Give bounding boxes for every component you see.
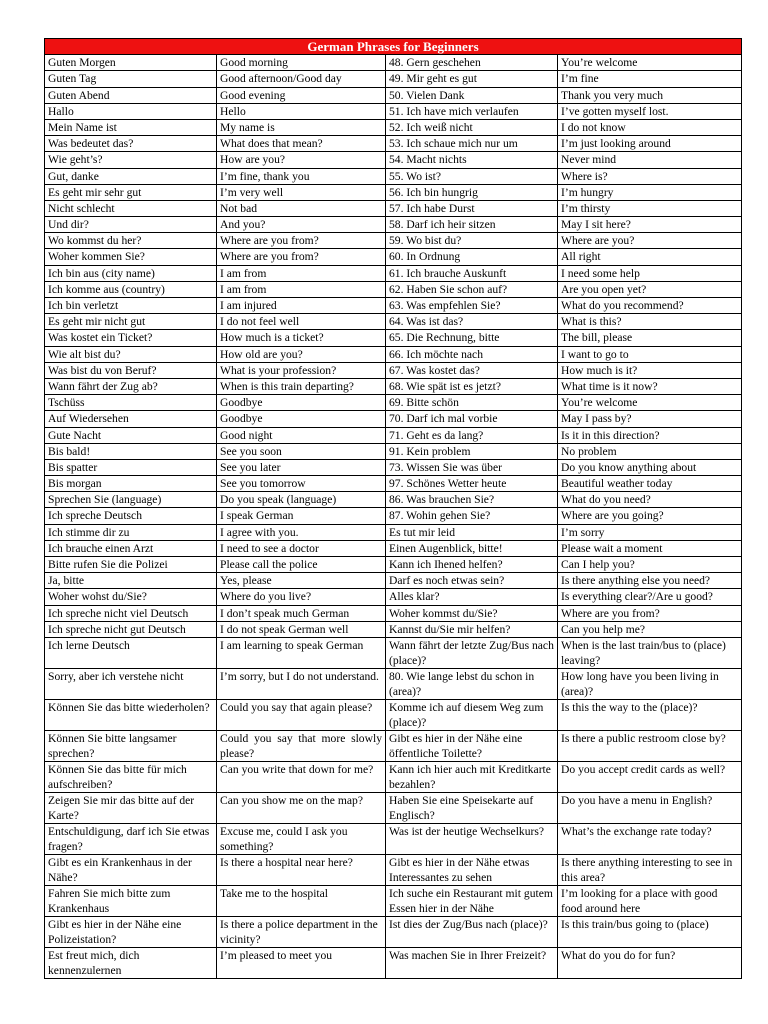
english-translation-cell: I am learning to speak German: [217, 637, 386, 668]
english-translation-cell: I’m sorry, but I do not understand.: [217, 668, 386, 699]
german-phrase-2-cell: 70. Darf ich mal vorbie: [386, 411, 558, 427]
table-row: [45, 947, 742, 978]
english-translation-2-cell: Where are you?: [558, 233, 742, 249]
german-phrase-cell: Zeigen Sie mir das bitte auf der Karte?: [45, 792, 217, 823]
german-phrase-cell: Wo kommst du her?: [45, 233, 217, 249]
german-phrase-cell: Wie geht’s?: [45, 152, 217, 168]
german-phrase-cell: Woher kommen Sie?: [45, 249, 217, 265]
english-translation-cell: How old are you?: [217, 346, 386, 362]
table-row: [45, 217, 742, 233]
english-translation-cell: Where are you from?: [217, 233, 386, 249]
english-translation-2-cell: Can I help you?: [558, 557, 742, 573]
table-row: [45, 605, 742, 621]
german-phrase-cell: Nicht schlecht: [45, 200, 217, 216]
english-translation-cell: See you tomorrow: [217, 476, 386, 492]
german-phrase-cell: Bis morgan: [45, 476, 217, 492]
german-phrase-cell: Und dir?: [45, 217, 217, 233]
german-phrase-2-cell: 69. Bitte schön: [386, 395, 558, 411]
german-phrase-cell: Bis bald!: [45, 443, 217, 459]
german-phrase-cell: Können Sie bitte langsamer sprechen?: [45, 730, 217, 761]
german-phrase-cell: Ich lerne Deutsch: [45, 637, 217, 668]
german-phrase-2-cell: 80. Wie lange lebst du schon in (area)?: [386, 668, 558, 699]
english-translation-cell: Could you say that again please?: [217, 699, 386, 730]
english-translation-2-cell: Beautiful weather today: [558, 476, 742, 492]
english-translation-2-cell: Where are you from?: [558, 605, 742, 621]
english-translation-cell: Is there a hospital near here?: [217, 854, 386, 885]
german-phrase-2-cell: 64. Was ist das?: [386, 314, 558, 330]
english-translation-cell: I am from: [217, 265, 386, 281]
english-translation-cell: Can you show me on the map?: [217, 792, 386, 823]
english-translation-2-cell: Is it in this direction?: [558, 427, 742, 443]
table-row: [45, 792, 742, 823]
english-translation-cell: Do you speak (language): [217, 492, 386, 508]
german-phrase-2-cell: Haben Sie eine Speisekarte auf Englisch?: [386, 792, 558, 823]
german-phrase-cell: Tschüss: [45, 395, 217, 411]
table-row: [45, 916, 742, 947]
german-phrase-cell: Gibt es hier in der Nähe eine Polizeistation?: [45, 916, 217, 947]
german-phrase-2-cell: 87. Wohin gehen Sie?: [386, 508, 558, 524]
english-translation-cell: What does that mean?: [217, 136, 386, 152]
english-translation-cell: Could you say that more slowly please?: [217, 730, 386, 761]
english-translation-cell: And you?: [217, 217, 386, 233]
table-row: [45, 249, 742, 265]
english-translation-2-cell: I do not know: [558, 119, 742, 135]
english-translation-cell: What is your profession?: [217, 362, 386, 378]
german-phrase-cell: Was bedeutet das?: [45, 136, 217, 152]
table-row: [45, 298, 742, 314]
german-phrase-cell: Wann fährt der Zug ab?: [45, 378, 217, 394]
english-translation-cell: I agree with you.: [217, 524, 386, 540]
german-phrase-cell: Gibt es ein Krankenhaus in der Nähe?: [45, 854, 217, 885]
table-row: [45, 119, 742, 135]
table-row: [45, 508, 742, 524]
german-phrase-2-cell: 71. Geht es da lang?: [386, 427, 558, 443]
german-phrase-2-cell: 52. Ich weiß nicht: [386, 119, 558, 135]
table-row: [45, 314, 742, 330]
phrases-body: [45, 55, 742, 979]
english-translation-2-cell: What is this?: [558, 314, 742, 330]
table-row: [45, 281, 742, 297]
english-translation-cell: My name is: [217, 119, 386, 135]
table-row: [45, 761, 742, 792]
table-row: [45, 524, 742, 540]
german-phrase-2-cell: Es tut mir leid: [386, 524, 558, 540]
german-phrase-cell: Ich bin aus (city name): [45, 265, 217, 281]
german-phrase-2-cell: Gibt es hier in der Nähe etwas Interessantes zu sehen: [386, 854, 558, 885]
german-phrase-2-cell: 57. Ich habe Durst: [386, 200, 558, 216]
german-phrase-2-cell: Ich suche ein Restaurant mit gutem Essen hier in der Nähe: [386, 885, 558, 916]
german-phrase-cell: Was bist du von Beruf?: [45, 362, 217, 378]
table-row: [45, 823, 742, 854]
german-phrase-2-cell: Was ist der heutige Wechselkurs?: [386, 823, 558, 854]
german-phrase-2-cell: 61. Ich brauche Auskunft: [386, 265, 558, 281]
german-phrase-cell: Es geht mir nicht gut: [45, 314, 217, 330]
english-translation-2-cell: Please wait a moment: [558, 540, 742, 556]
german-phrase-cell: Guten Tag: [45, 71, 217, 87]
german-phrase-2-cell: 53. Ich schaue mich nur um: [386, 136, 558, 152]
german-phrase-2-cell: Einen Augenblick, bitte!: [386, 540, 558, 556]
table-row: [45, 443, 742, 459]
table-row: [45, 730, 742, 761]
english-translation-cell: I’m fine, thank you: [217, 168, 386, 184]
english-translation-cell: Not bad: [217, 200, 386, 216]
table-row: [45, 152, 742, 168]
english-translation-cell: I need to see a doctor: [217, 540, 386, 556]
german-phrase-2-cell: 55. Wo ist?: [386, 168, 558, 184]
german-phrase-2-cell: 73. Wissen Sie was über: [386, 459, 558, 475]
german-phrase-2-cell: 48. Gern geschehen: [386, 55, 558, 71]
german-phrase-cell: Ich spreche Deutsch: [45, 508, 217, 524]
english-translation-2-cell: What’s the exchange rate today?: [558, 823, 742, 854]
english-translation-2-cell: Do you know anything about: [558, 459, 742, 475]
english-translation-2-cell: Where are you going?: [558, 508, 742, 524]
german-phrase-2-cell: 56. Ich bin hungrig: [386, 184, 558, 200]
table-row: [45, 184, 742, 200]
german-phrase-cell: Woher wohst du/Sie?: [45, 589, 217, 605]
english-translation-cell: Good morning: [217, 55, 386, 71]
english-translation-cell: How are you?: [217, 152, 386, 168]
german-phrase-2-cell: 58. Darf ich heir sitzen: [386, 217, 558, 233]
table-row: [45, 589, 742, 605]
english-translation-2-cell: Never mind: [558, 152, 742, 168]
german-phrase-cell: Sprechen Sie (language): [45, 492, 217, 508]
table-row: [45, 378, 742, 394]
german-phrase-cell: Auf Wiedersehen: [45, 411, 217, 427]
english-translation-cell: Good night: [217, 427, 386, 443]
german-phrase-2-cell: 86. Was brauchen Sie?: [386, 492, 558, 508]
german-phrase-cell: Guten Morgen: [45, 55, 217, 71]
table-row: [45, 136, 742, 152]
english-translation-cell: Take me to the hospital: [217, 885, 386, 916]
german-phrase-cell: Ich spreche nicht gut Deutsch: [45, 621, 217, 637]
table-row: [45, 346, 742, 362]
english-translation-2-cell: Is there anything else you need?: [558, 573, 742, 589]
german-phrase-2-cell: 67. Was kostet das?: [386, 362, 558, 378]
german-phrase-cell: Sorry, aber ich verstehe nicht: [45, 668, 217, 699]
german-phrase-2-cell: 68. Wie spät ist es jetzt?: [386, 378, 558, 394]
german-phrase-2-cell: 59. Wo bist du?: [386, 233, 558, 249]
german-phrase-cell: Est freut mich, dich kennenzulernen: [45, 947, 217, 978]
english-translation-2-cell: I’m looking for a place with good food around here: [558, 885, 742, 916]
english-translation-cell: I speak German: [217, 508, 386, 524]
english-translation-2-cell: What do you recommend?: [558, 298, 742, 314]
english-translation-2-cell: I’m thirsty: [558, 200, 742, 216]
english-translation-2-cell: I’m hungry: [558, 184, 742, 200]
english-translation-cell: Hello: [217, 103, 386, 119]
english-translation-cell: Please call the police: [217, 557, 386, 573]
german-phrase-cell: Guten Abend: [45, 87, 217, 103]
german-phrase-cell: Ich brauche einen Arzt: [45, 540, 217, 556]
english-translation-2-cell: No problem: [558, 443, 742, 459]
english-translation-cell: I do not speak German well: [217, 621, 386, 637]
table-row: [45, 668, 742, 699]
table-row: [45, 362, 742, 378]
german-phrase-2-cell: 91. Kein problem: [386, 443, 558, 459]
german-phrase-cell: Es geht mir sehr gut: [45, 184, 217, 200]
german-phrase-2-cell: Kann ich Ihened helfen?: [386, 557, 558, 573]
table-row: [45, 557, 742, 573]
german-phrase-cell: Was kostet ein Ticket?: [45, 330, 217, 346]
english-translation-2-cell: I need some help: [558, 265, 742, 281]
english-translation-2-cell: Is everything clear?/Are u good?: [558, 589, 742, 605]
german-phrase-cell: Können Sie das bitte wiederholen?: [45, 699, 217, 730]
table-row: [45, 103, 742, 119]
table-row: [45, 476, 742, 492]
english-translation-cell: Can you write that down for me?: [217, 761, 386, 792]
german-phrase-2-cell: Darf es noch etwas sein?: [386, 573, 558, 589]
german-phrase-2-cell: 50. Vielen Dank: [386, 87, 558, 103]
german-phrase-2-cell: 54. Macht nichts: [386, 152, 558, 168]
english-translation-cell: Good evening: [217, 87, 386, 103]
table-row: [45, 87, 742, 103]
english-translation-2-cell: What do you do for fun?: [558, 947, 742, 978]
english-translation-2-cell: You’re welcome: [558, 395, 742, 411]
german-phrase-2-cell: 62. Haben Sie schon auf?: [386, 281, 558, 297]
table-row: [45, 395, 742, 411]
english-translation-2-cell: Can you help me?: [558, 621, 742, 637]
english-translation-2-cell: How much is it?: [558, 362, 742, 378]
english-translation-2-cell: You’re welcome: [558, 55, 742, 71]
english-translation-cell: I am injured: [217, 298, 386, 314]
english-translation-cell: Goodbye: [217, 395, 386, 411]
table-row: [45, 621, 742, 637]
english-translation-2-cell: Do you accept credit cards as well?: [558, 761, 742, 792]
table-row: [45, 459, 742, 475]
table-row: [45, 168, 742, 184]
german-phrase-cell: Bitte rufen Sie die Polizei: [45, 557, 217, 573]
english-translation-2-cell: Are you open yet?: [558, 281, 742, 297]
table-row: [45, 573, 742, 589]
english-translation-cell: I do not feel well: [217, 314, 386, 330]
german-phrase-cell: Bis spatter: [45, 459, 217, 475]
english-translation-cell: Is there a police department in the vicinity?: [217, 916, 386, 947]
german-phrase-2-cell: 63. Was empfehlen Sie?: [386, 298, 558, 314]
german-phrase-cell: Mein Name ist: [45, 119, 217, 135]
german-phrase-2-cell: 97. Schönes Wetter heute: [386, 476, 558, 492]
table-row: [45, 492, 742, 508]
german-phrase-cell: Können Sie das bitte für mich aufschreiben?: [45, 761, 217, 792]
german-phrase-2-cell: Alles klar?: [386, 589, 558, 605]
english-translation-cell: Where are you from?: [217, 249, 386, 265]
german-phrase-cell: Entschuldigung, darf ich Sie etwas fragen?: [45, 823, 217, 854]
phrases-table: [44, 38, 742, 979]
german-phrase-cell: Wie alt bist du?: [45, 346, 217, 362]
table-row: [45, 55, 742, 71]
english-translation-2-cell: What time is it now?: [558, 378, 742, 394]
german-phrase-cell: Hallo: [45, 103, 217, 119]
english-translation-cell: I’m very well: [217, 184, 386, 200]
german-phrase-cell: Ich stimme dir zu: [45, 524, 217, 540]
table-row: [45, 540, 742, 556]
english-translation-2-cell: How long have you been living in (area)?: [558, 668, 742, 699]
english-translation-2-cell: Is there a public restroom close by?: [558, 730, 742, 761]
german-phrase-2-cell: 49. Mir geht es gut: [386, 71, 558, 87]
english-translation-cell: How much is a ticket?: [217, 330, 386, 346]
german-phrase-2-cell: 51. Ich have mich verlaufen: [386, 103, 558, 119]
german-phrase-2-cell: Komme ich auf diesem Weg zum (place)?: [386, 699, 558, 730]
english-translation-cell: Good afternoon/Good day: [217, 71, 386, 87]
table-row: [45, 637, 742, 668]
german-phrase-cell: Ja, bitte: [45, 573, 217, 589]
english-translation-cell: Yes, please: [217, 573, 386, 589]
english-translation-2-cell: May I sit here?: [558, 217, 742, 233]
english-translation-cell: See you later: [217, 459, 386, 475]
table-row: [45, 233, 742, 249]
english-translation-2-cell: May I pass by?: [558, 411, 742, 427]
english-translation-2-cell: Thank you very much: [558, 87, 742, 103]
german-phrase-2-cell: Kann ich hier auch mit Kreditkarte bezahlen?: [386, 761, 558, 792]
table-row: [45, 71, 742, 87]
english-translation-2-cell: Is this train/bus going to (place): [558, 916, 742, 947]
english-translation-2-cell: Is there anything interesting to see in this area?: [558, 854, 742, 885]
german-phrase-2-cell: Wann fährt der letzte Zug/Bus nach (place)?: [386, 637, 558, 668]
german-phrase-2-cell: Kannst du/Sie mir helfen?: [386, 621, 558, 637]
english-translation-cell: See you soon: [217, 443, 386, 459]
table-row: [45, 427, 742, 443]
german-phrase-2-cell: Woher kommst du/Sie?: [386, 605, 558, 621]
german-phrase-cell: Gute Nacht: [45, 427, 217, 443]
german-phrase-cell: Ich bin verletzt: [45, 298, 217, 314]
table-row: [45, 200, 742, 216]
german-phrase-2-cell: Gibt es hier in der Nähe eine öffentliche Toilette?: [386, 730, 558, 761]
english-translation-cell: I am from: [217, 281, 386, 297]
german-phrase-2-cell: 66. Ich möchte nach: [386, 346, 558, 362]
english-translation-2-cell: What do you need?: [558, 492, 742, 508]
german-phrase-cell: Fahren Sie mich bitte zum Krankenhaus: [45, 885, 217, 916]
english-translation-2-cell: I’m just looking around: [558, 136, 742, 152]
english-translation-2-cell: The bill, please: [558, 330, 742, 346]
german-phrase-2-cell: Ist dies der Zug/Bus nach (place)?: [386, 916, 558, 947]
english-translation-2-cell: Do you have a menu in English?: [558, 792, 742, 823]
english-translation-2-cell: I want to go to: [558, 346, 742, 362]
german-phrase-2-cell: 65. Die Rechnung, bitte: [386, 330, 558, 346]
english-translation-cell: Excuse me, could I ask you something?: [217, 823, 386, 854]
english-translation-cell: I’m pleased to meet you: [217, 947, 386, 978]
table-row: [45, 699, 742, 730]
table-row: [45, 411, 742, 427]
english-translation-cell: Goodbye: [217, 411, 386, 427]
english-translation-cell: When is this train departing?: [217, 378, 386, 394]
table-row: [45, 330, 742, 346]
table-row: [45, 265, 742, 281]
german-phrase-2-cell: 60. In Ordnung: [386, 249, 558, 265]
table-row: [45, 885, 742, 916]
english-translation-cell: Where do you live?: [217, 589, 386, 605]
german-phrase-cell: Ich spreche nicht viel Deutsch: [45, 605, 217, 621]
english-translation-2-cell: Is this the way to the (place)?: [558, 699, 742, 730]
german-phrase-cell: Ich komme aus (country): [45, 281, 217, 297]
english-translation-cell: I don’t speak much German: [217, 605, 386, 621]
table-row: [45, 854, 742, 885]
english-translation-2-cell: All right: [558, 249, 742, 265]
english-translation-2-cell: I’ve gotten myself lost.: [558, 103, 742, 119]
german-phrase-2-cell: Was machen Sie in Ihrer Freizeit?: [386, 947, 558, 978]
english-translation-2-cell: When is the last train/bus to (place) leaving?: [558, 637, 742, 668]
title-row: [45, 39, 742, 55]
english-translation-2-cell: Where is?: [558, 168, 742, 184]
table-title: German Phrases for Beginners: [45, 39, 742, 55]
english-translation-2-cell: I’m fine: [558, 71, 742, 87]
german-phrase-cell: Gut, danke: [45, 168, 217, 184]
english-translation-2-cell: I’m sorry: [558, 524, 742, 540]
